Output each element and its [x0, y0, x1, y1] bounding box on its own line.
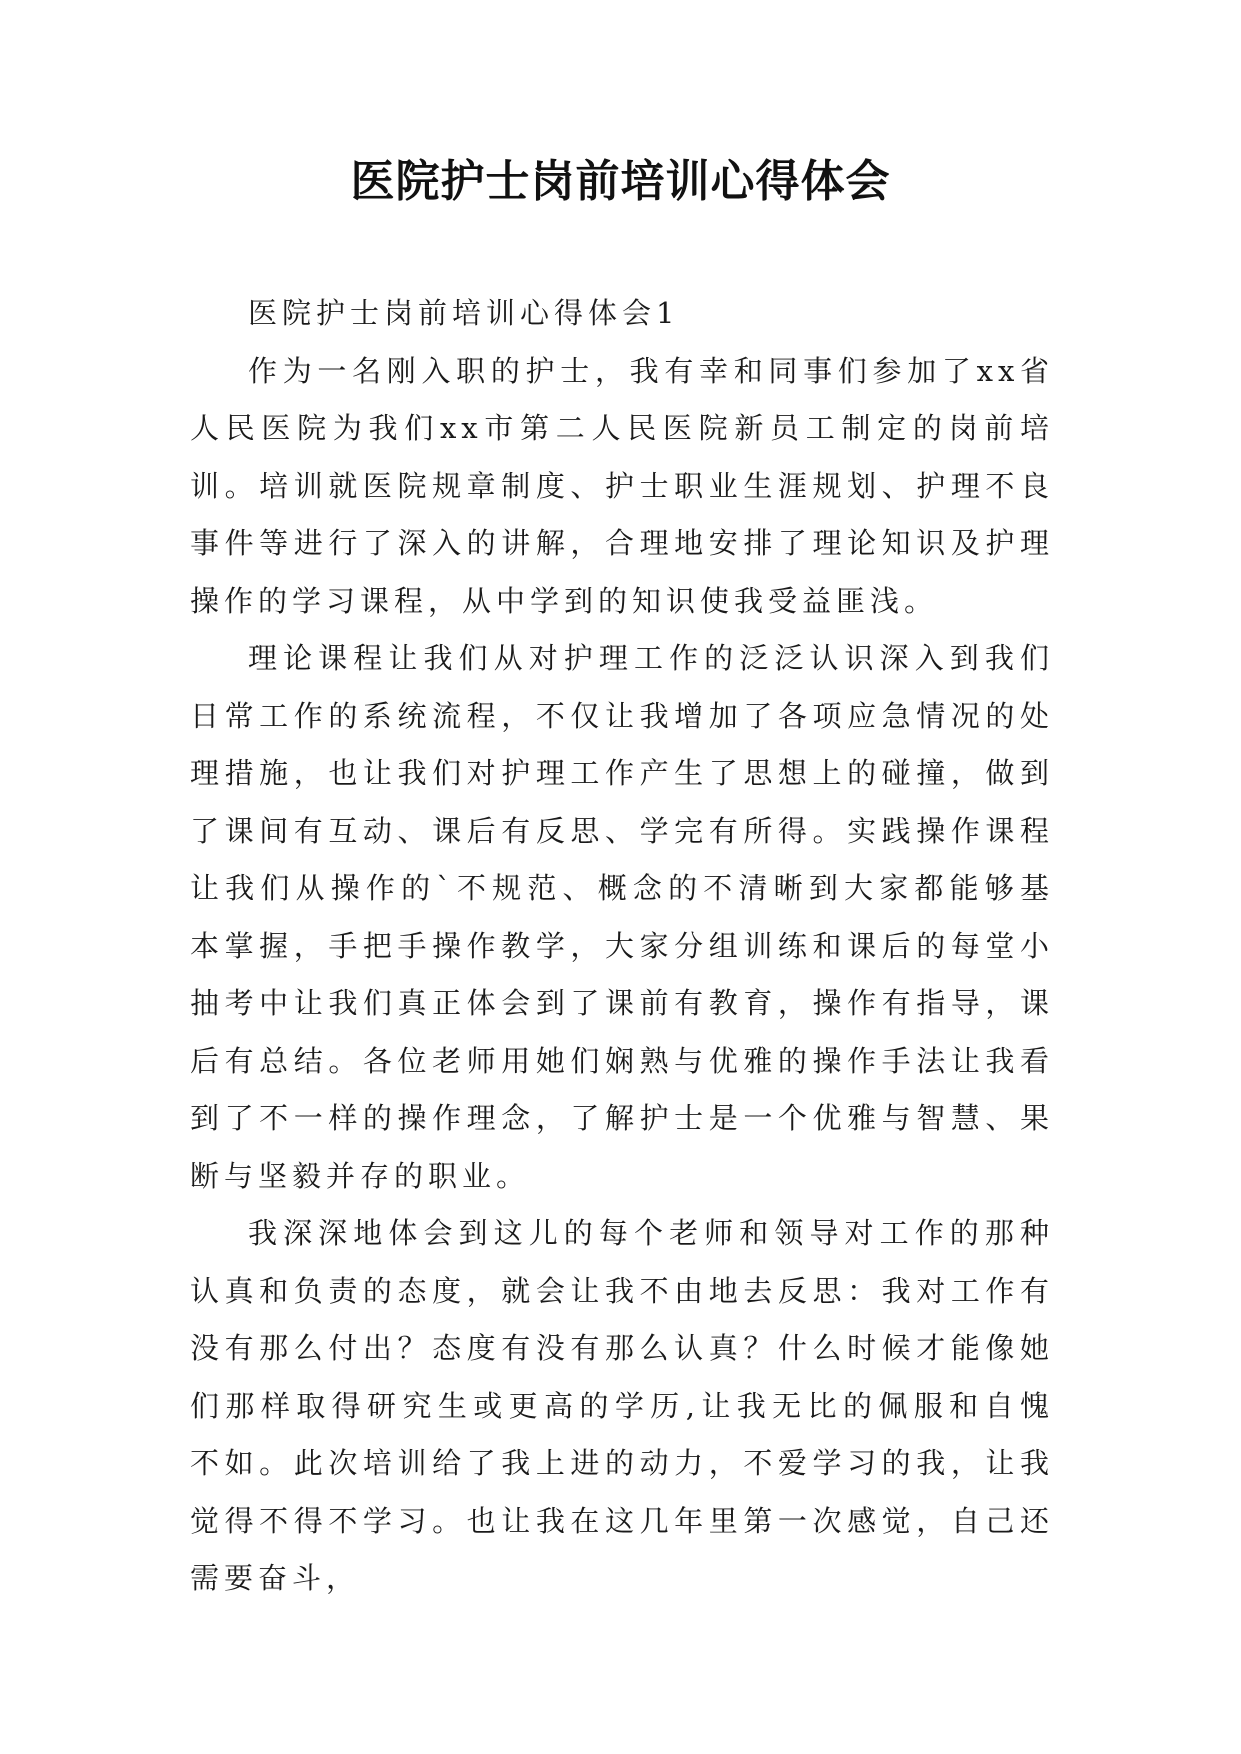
paragraph: 我深深地体会到这儿的每个老师和领导对工作的那种认真和负责的态度，就会让我不由地去反思：我对工作有没有那么付出？态度有没有那么认真？什么时候才能像她们那样取得研究生或更高的学历,让我无比的佩服和自愧不如。此次培训给了我上进的动力，不爱学习的我，让我觉得不得不学习。也让我在这几年里第一次感觉，自己还需要奋斗，	[190, 1216, 1054, 1595]
document-title: 医院护士岗前培训心得体会	[350, 156, 891, 207]
section-heading: 医院护士岗前培训心得体会1	[248, 296, 680, 330]
paragraph: 作为一名刚入职的护士，我有幸和同事们参加了xx省人民医院为我们xx市第二人民医院新员工制定的岗前培训。培训就医院规章制度、护士职业生涯规划、护理不良事件等进行了深入的讲解，合理地安排了理论知识及护理操作的学习课程，从中学到的知识使我受益匪浅。	[190, 353, 1054, 618]
document-body	[190, 285, 1054, 1608]
paragraph: 理论课程让我们从对护理工作的泛泛认识深入到我们日常工作的系统流程，不仅让我增加了各项应急情况的处理措施，也让我们对护理工作产生了思想上的碰撞，做到了课间有互动、课后有反思、学完有所得。实践操作课程让我们从操作的`不规范、概念的不清晰到大家都能够基本掌握，手把手操作教学，大家分组训练和课后的每堂小抽考中让我们真正体会到了课前有教育，操作有指导，课后有总结。各位老师用她们娴熟与优雅的操作手法让我看到了不一样的操作理念，了解护士是一个优雅与智慧、果断与坚毅并存的职业。	[190, 641, 1054, 1193]
